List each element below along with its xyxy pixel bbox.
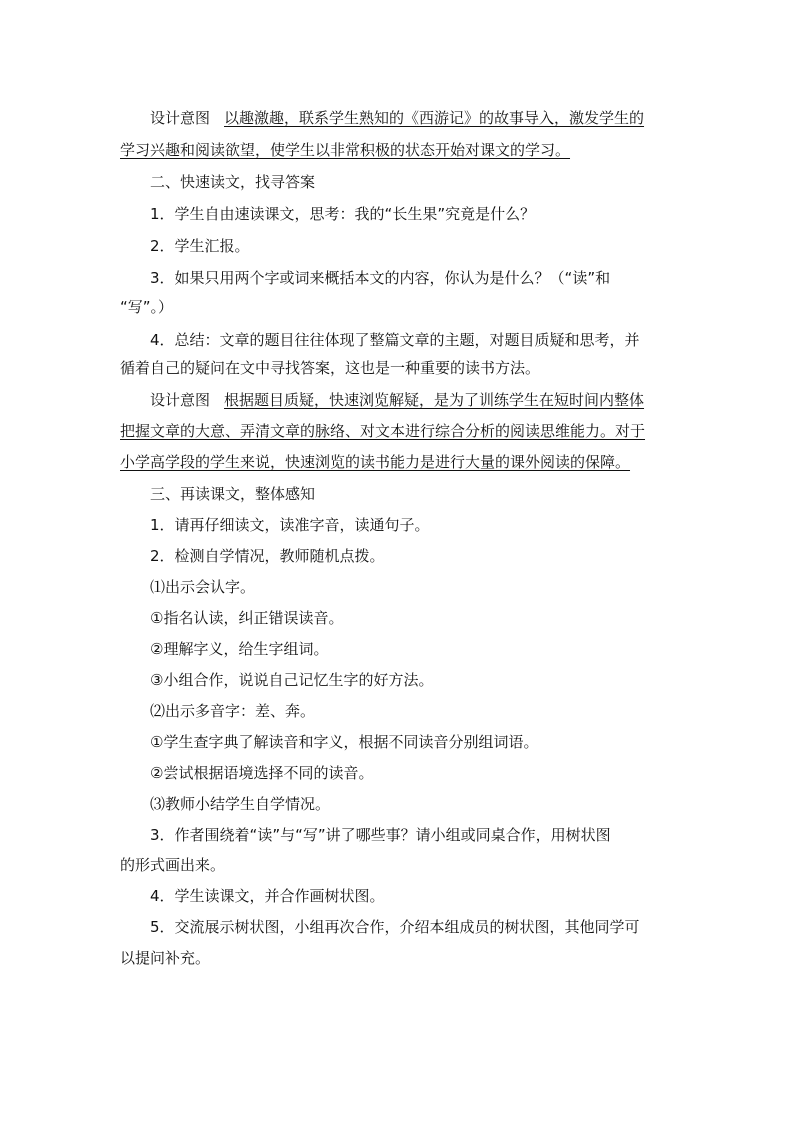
paragraph: 1．学生自由速读课文，思考：我的“长生果”究竟是什么？: [150, 205, 536, 223]
paragraph: 3．如果只用两个字或词来概括本文的内容，你认为是什么？（“读”和: [150, 269, 611, 287]
paragraph-continuation: 循着自己的疑问在文中寻找答案，这也是一种重要的读书方法。: [120, 359, 541, 377]
paragraph: 3．作者围绕着“读”与“写”讲了哪些事？请小组或同桌合作，用树状图: [150, 826, 611, 844]
paragraph: 2．检测自学情况，教师随机点拨。: [150, 547, 385, 565]
design-intent-2-line-1: [150, 390, 644, 410]
paragraph-continuation: “写”。）: [120, 298, 174, 316]
sub-item: ①学生查字典了解读音和字义，根据不同读音分别组词语。: [150, 733, 539, 751]
design-intent-label: 设计意图: [150, 109, 211, 127]
sub-item: ⑵出示多音字：差、奔。: [150, 702, 316, 720]
sub-item: ③小组合作，说说自己记忆生字的好方法。: [150, 671, 434, 689]
section-heading-3: 三、再读课文，整体感知: [150, 485, 316, 503]
design-intent-text: 根据题目质疑，快速浏览解疑，是为了训练学生在短时间内整体: [224, 391, 645, 409]
paragraph: 4．学生读课文，并合作画树状图。: [150, 887, 385, 905]
paragraph: 2．学生汇报。: [150, 237, 250, 255]
paragraph: 5．交流展示树状图，小组再次合作，介绍本组成员的树状图，其他同学可: [150, 918, 640, 936]
design-intent-2-line-3: 小学高学段的学生来说，快速浏览的读书能力是进行大量的课外阅读的保障。: [120, 453, 631, 471]
design-intent-2-line-2: 把握文章的大意、弄清文章的脉络、对文本进行综合分析的阅读思维能力。对于: [120, 422, 646, 440]
design-intent-1-line-1: [150, 108, 644, 128]
design-intent-label: 设计意图: [150, 391, 211, 409]
paragraph: 4．总结：文章的题目往往体现了整篇文章的主题，对题目质疑和思考，并: [150, 331, 640, 349]
sub-item: ①指名认读，纠正错误读音。: [150, 609, 344, 627]
sub-item: ⑶教师小结学生自学情况。: [150, 795, 331, 813]
paragraph-continuation: 以提问补充。: [120, 949, 211, 967]
paragraph-continuation: 的形式画出来。: [120, 856, 226, 874]
sub-item: ②尝试根据语境选择不同的读音。: [150, 764, 374, 782]
design-intent-1-line-2: 学习兴趣和阅读欲望，使学生以非常积极的状态开始对课文的学习。: [120, 141, 571, 159]
sub-item: ②理解字义，给生字组词。: [150, 640, 329, 658]
sub-item: ⑴出示会认字。: [150, 578, 256, 596]
section-heading-2: 二、快速读文，找寻答案: [150, 173, 316, 191]
design-intent-text: 以趣激趣，联系学生熟知的《西游记》的故事导入，激发学生的: [224, 109, 645, 127]
paragraph: 1．请再仔细读文，读准字音，读通句子。: [150, 516, 430, 534]
